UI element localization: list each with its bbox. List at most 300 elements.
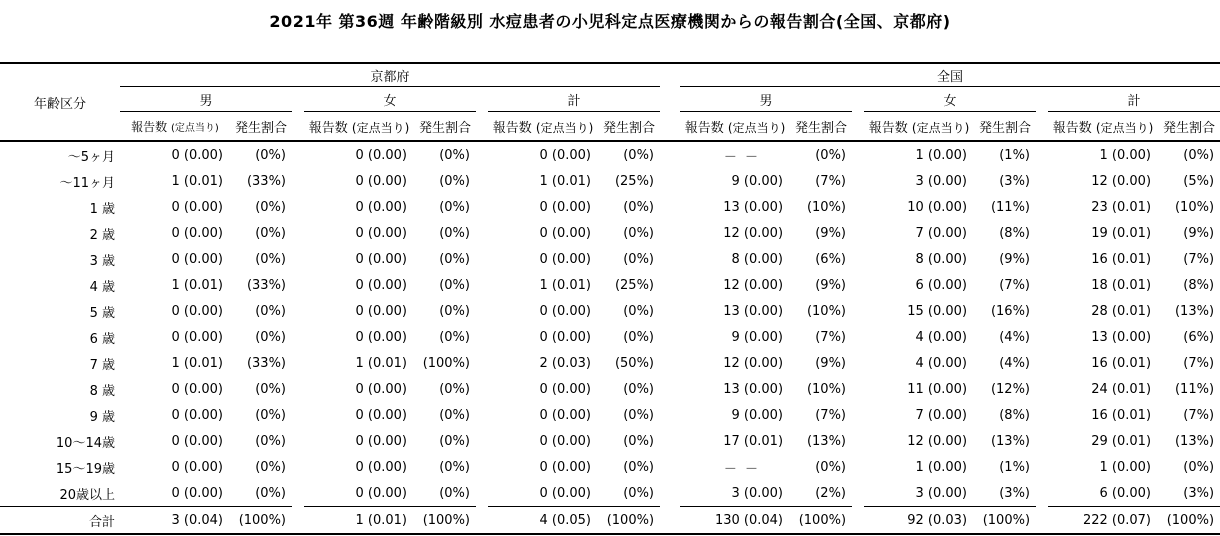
rate-value: (0%) bbox=[623, 381, 655, 397]
column-gap bbox=[852, 220, 864, 246]
column-gap bbox=[852, 376, 864, 402]
rate-value: (1%) bbox=[999, 459, 1031, 475]
rate-value: (0%) bbox=[439, 381, 470, 397]
column-gap bbox=[476, 168, 488, 194]
report-value: 2 (0.03) bbox=[539, 355, 591, 371]
table-row bbox=[0, 402, 1220, 428]
report-value: 0 (0.00) bbox=[355, 485, 407, 501]
report-value: 12 (0.00) bbox=[907, 433, 968, 449]
column-gap bbox=[292, 454, 304, 480]
column-gap bbox=[292, 324, 304, 350]
rate-value: (25%) bbox=[614, 277, 655, 293]
sub-header-rate: 発生割合 bbox=[1158, 112, 1220, 142]
rate-value: (100%) bbox=[422, 355, 470, 371]
report-value: 0 (0.00) bbox=[539, 433, 591, 449]
sub-header-rate: 発生割合 bbox=[974, 112, 1036, 142]
report-value: 4 (0.00) bbox=[915, 355, 968, 371]
column-gap bbox=[1036, 87, 1048, 112]
report-value: 9 (0.00) bbox=[731, 173, 784, 189]
rate-value: (100%) bbox=[598, 507, 660, 535]
column-gap bbox=[292, 402, 304, 428]
report-value: 0 (0.00) bbox=[355, 329, 407, 345]
rate-value: (0%) bbox=[623, 433, 655, 449]
rate-value: (0%) bbox=[623, 251, 655, 267]
table-row bbox=[0, 246, 1220, 272]
age-label: 2 歳 bbox=[89, 227, 115, 243]
rate-value: (0%) bbox=[439, 433, 470, 449]
sub-header-rate: 発生割合 bbox=[414, 112, 476, 142]
report-value: 0 (0.00) bbox=[539, 459, 591, 475]
rate-value: (0%) bbox=[255, 485, 286, 501]
column-gap bbox=[476, 246, 488, 272]
report-value: 18 (0.01) bbox=[1091, 277, 1152, 293]
column-gap bbox=[1036, 220, 1048, 246]
column-gap bbox=[292, 87, 304, 112]
report-value: 11 (0.00) bbox=[907, 381, 968, 397]
column-gap bbox=[476, 112, 488, 142]
report-value: 92 (0.03) bbox=[864, 507, 974, 535]
table-row bbox=[0, 220, 1220, 246]
report-value: 0 (0.00) bbox=[171, 459, 223, 475]
column-gap bbox=[1036, 246, 1048, 272]
column-gap bbox=[852, 454, 864, 480]
rate-value: (100%) bbox=[790, 507, 852, 535]
age-label: 15～19歳 bbox=[55, 461, 115, 477]
column-gap bbox=[476, 454, 488, 480]
report-value: － － bbox=[723, 461, 761, 477]
report-value: 9 (0.00) bbox=[731, 407, 784, 423]
rate-value: (10%) bbox=[1174, 199, 1215, 215]
column-gap bbox=[660, 376, 680, 402]
age-label: 5 歳 bbox=[89, 305, 115, 321]
report-value: 12 (0.00) bbox=[1091, 173, 1152, 189]
column-gap bbox=[852, 246, 864, 272]
report-value: 0 (0.00) bbox=[171, 225, 223, 241]
column-gap bbox=[660, 298, 680, 324]
report-value: 1 (0.01) bbox=[171, 173, 223, 189]
column-gap bbox=[476, 220, 488, 246]
page-title: 2021年 第36週 年齢階級別 水痘患者の小児科定点医療機関からの報告割合(全国、京都府) bbox=[269, 12, 951, 31]
report-value: 0 (0.00) bbox=[171, 329, 223, 345]
report-value: 1 (0.01) bbox=[171, 355, 223, 371]
sub-header-report: 報告数 (定点当り) bbox=[120, 112, 230, 142]
rate-value: (0%) bbox=[439, 199, 470, 215]
column-gap bbox=[660, 141, 680, 168]
rate-value: (11%) bbox=[1174, 381, 1215, 397]
report-value: 13 (0.00) bbox=[723, 303, 784, 319]
report-value: 0 (0.00) bbox=[355, 459, 407, 475]
report-value: 16 (0.01) bbox=[1091, 407, 1152, 423]
sub-header-report: 報告数 (定点当り) bbox=[488, 112, 598, 142]
rate-value: (0%) bbox=[439, 147, 470, 163]
rate-value: (0%) bbox=[255, 433, 286, 449]
gender-header-national-female: 女 bbox=[864, 87, 1036, 112]
column-gap bbox=[476, 194, 488, 220]
report-value: 1 (0.01) bbox=[355, 355, 407, 371]
rate-value: (8%) bbox=[1183, 277, 1215, 293]
column-gap bbox=[852, 272, 864, 298]
rate-value: (0%) bbox=[439, 225, 470, 241]
rate-value: (0%) bbox=[255, 381, 286, 397]
rate-value: (25%) bbox=[614, 173, 655, 189]
rate-value: (100%) bbox=[974, 507, 1036, 535]
column-gap bbox=[1036, 376, 1048, 402]
gender-header-national-male: 男 bbox=[680, 87, 852, 112]
column-gap bbox=[660, 350, 680, 376]
rate-value: (0%) bbox=[623, 303, 655, 319]
rate-value: (50%) bbox=[614, 355, 655, 371]
age-label: 合計 bbox=[0, 507, 120, 535]
rate-value: (9%) bbox=[1183, 225, 1215, 241]
column-gap bbox=[292, 220, 304, 246]
gender-header-kyoto-female: 女 bbox=[304, 87, 476, 112]
report-value: 0 (0.00) bbox=[355, 433, 407, 449]
rate-value: (5%) bbox=[1183, 173, 1215, 189]
column-gap bbox=[1036, 112, 1048, 142]
rate-value: (4%) bbox=[999, 355, 1031, 371]
rate-value: (0%) bbox=[623, 225, 655, 241]
rate-value: (10%) bbox=[806, 303, 847, 319]
report-value: 0 (0.00) bbox=[539, 329, 591, 345]
sub-header-report: 報告数 (定点当り) bbox=[680, 112, 790, 142]
age-label: ～5ヶ月 bbox=[67, 149, 115, 165]
report-value: 29 (0.01) bbox=[1091, 433, 1152, 449]
report-value: 6 (0.00) bbox=[915, 277, 968, 293]
column-gap bbox=[660, 168, 680, 194]
column-gap bbox=[660, 428, 680, 454]
rate-value: (0%) bbox=[439, 303, 470, 319]
rate-value: (7%) bbox=[1183, 355, 1215, 371]
column-gap bbox=[852, 324, 864, 350]
column-gap bbox=[852, 112, 864, 142]
report-value: 0 (0.00) bbox=[539, 147, 591, 163]
rate-value: (0%) bbox=[439, 407, 470, 423]
age-label: 10～14歳 bbox=[55, 435, 115, 451]
rate-value: (0%) bbox=[255, 459, 286, 475]
rate-value: (0%) bbox=[439, 251, 470, 267]
rate-value: (0%) bbox=[439, 459, 470, 475]
report-value: 0 (0.00) bbox=[171, 381, 223, 397]
rate-value: (0%) bbox=[255, 329, 286, 345]
report-value: 1 (0.00) bbox=[915, 147, 968, 163]
rate-value: (13%) bbox=[1174, 303, 1215, 319]
rate-value: (6%) bbox=[1183, 329, 1215, 345]
rate-value: (9%) bbox=[815, 277, 847, 293]
column-gap bbox=[660, 402, 680, 428]
column-gap bbox=[660, 220, 680, 246]
column-gap bbox=[292, 141, 304, 168]
column-gap bbox=[1036, 402, 1048, 428]
column-gap bbox=[660, 480, 680, 507]
column-gap bbox=[660, 112, 680, 142]
column-gap bbox=[1036, 350, 1048, 376]
sub-header-row bbox=[0, 112, 1220, 142]
column-gap bbox=[476, 428, 488, 454]
column-gap bbox=[292, 350, 304, 376]
report-value: 0 (0.00) bbox=[539, 303, 591, 319]
sub-header-rate: 発生割合 bbox=[790, 112, 852, 142]
column-gap bbox=[292, 480, 304, 507]
age-label: 6 歳 bbox=[89, 331, 115, 347]
rate-value: (100%) bbox=[1158, 507, 1220, 535]
column-gap bbox=[660, 507, 680, 535]
rate-value: (0%) bbox=[255, 303, 286, 319]
report-value: 0 (0.00) bbox=[539, 199, 591, 215]
column-gap bbox=[1036, 480, 1048, 507]
report-value: 7 (0.00) bbox=[915, 407, 968, 423]
report-value: 0 (0.00) bbox=[539, 381, 591, 397]
table-row bbox=[0, 480, 1220, 507]
column-gap bbox=[292, 507, 304, 535]
rate-value: (0%) bbox=[815, 147, 847, 163]
rate-value: (8%) bbox=[999, 407, 1031, 423]
report-value: － － bbox=[723, 149, 761, 165]
rate-value: (0%) bbox=[815, 459, 847, 475]
region-header-kyoto: 京都府 bbox=[120, 63, 660, 87]
column-gap bbox=[1036, 141, 1048, 168]
report-value: 0 (0.00) bbox=[355, 251, 407, 267]
rate-value: (0%) bbox=[623, 199, 655, 215]
column-gap bbox=[476, 480, 488, 507]
column-gap bbox=[660, 272, 680, 298]
report-value: 0 (0.00) bbox=[355, 173, 407, 189]
sub-header-rate: 発生割合 bbox=[230, 112, 292, 142]
column-gap bbox=[660, 194, 680, 220]
table-row bbox=[0, 298, 1220, 324]
report-value: 8 (0.00) bbox=[915, 251, 968, 267]
column-gap bbox=[476, 324, 488, 350]
report-value: 12 (0.00) bbox=[723, 277, 784, 293]
sub-header-report: 報告数 (定点当り) bbox=[1048, 112, 1158, 142]
rate-value: (3%) bbox=[1183, 485, 1215, 501]
column-gap bbox=[852, 428, 864, 454]
rate-value: (13%) bbox=[1174, 433, 1215, 449]
rate-value: (6%) bbox=[815, 251, 847, 267]
table-row bbox=[0, 324, 1220, 350]
report-value: 130 (0.04) bbox=[680, 507, 790, 535]
report-value: 1 (0.00) bbox=[1099, 147, 1152, 163]
report-value: 12 (0.00) bbox=[723, 355, 784, 371]
rate-value: (11%) bbox=[990, 199, 1031, 215]
rate-value: (0%) bbox=[439, 485, 470, 501]
rate-value: (0%) bbox=[255, 147, 286, 163]
column-gap bbox=[852, 480, 864, 507]
column-gap bbox=[292, 246, 304, 272]
report-value: 28 (0.01) bbox=[1091, 303, 1152, 319]
report-value: 3 (0.00) bbox=[915, 485, 968, 501]
column-gap bbox=[1036, 507, 1048, 535]
age-label: 1 歳 bbox=[89, 201, 115, 217]
report-value: 0 (0.00) bbox=[355, 225, 407, 241]
rate-value: (7%) bbox=[1183, 251, 1215, 267]
rate-value: (10%) bbox=[806, 381, 847, 397]
column-gap bbox=[660, 324, 680, 350]
report-value: 13 (0.00) bbox=[723, 199, 784, 215]
gender-header-row bbox=[0, 87, 1220, 112]
column-gap bbox=[476, 272, 488, 298]
sub-header-report: 報告数 (定点当り) bbox=[864, 112, 974, 142]
table-body bbox=[0, 141, 1220, 534]
total-row bbox=[0, 507, 1220, 535]
rate-value: (0%) bbox=[255, 199, 286, 215]
report-table bbox=[0, 62, 1220, 535]
region-header-national: 全国 bbox=[680, 63, 1220, 87]
column-gap bbox=[660, 454, 680, 480]
report-value: 24 (0.01) bbox=[1091, 381, 1152, 397]
rate-value: (7%) bbox=[999, 277, 1031, 293]
age-label: 9 歳 bbox=[89, 409, 115, 425]
report-value: 0 (0.00) bbox=[171, 199, 223, 215]
column-gap bbox=[292, 428, 304, 454]
report-value: 0 (0.00) bbox=[171, 303, 223, 319]
column-gap bbox=[852, 298, 864, 324]
rate-value: (2%) bbox=[815, 485, 847, 501]
column-gap bbox=[476, 376, 488, 402]
report-value: 0 (0.00) bbox=[355, 277, 407, 293]
report-value: 13 (0.00) bbox=[723, 381, 784, 397]
age-label: 8 歳 bbox=[89, 383, 115, 399]
rate-value: (0%) bbox=[623, 147, 655, 163]
column-gap bbox=[476, 402, 488, 428]
rate-value: (7%) bbox=[815, 329, 847, 345]
report-value: 4 (0.00) bbox=[915, 329, 968, 345]
table-row bbox=[0, 272, 1220, 298]
rate-value: (0%) bbox=[439, 173, 470, 189]
age-label: 3 歳 bbox=[89, 253, 115, 269]
report-value: 1 (0.01) bbox=[539, 277, 591, 293]
column-gap bbox=[852, 402, 864, 428]
rate-value: (9%) bbox=[999, 251, 1031, 267]
rate-value: (9%) bbox=[815, 355, 847, 371]
report-value: 1 (0.00) bbox=[915, 459, 968, 475]
report-value: 0 (0.00) bbox=[171, 251, 223, 267]
rate-value: (0%) bbox=[255, 251, 286, 267]
rate-value: (100%) bbox=[414, 507, 476, 535]
rate-value: (4%) bbox=[999, 329, 1031, 345]
rate-value: (7%) bbox=[815, 407, 847, 423]
table-row bbox=[0, 454, 1220, 480]
report-value: 13 (0.00) bbox=[1091, 329, 1152, 345]
column-gap bbox=[292, 272, 304, 298]
table-row bbox=[0, 428, 1220, 454]
column-gap bbox=[1036, 272, 1048, 298]
report-value: 12 (0.00) bbox=[723, 225, 784, 241]
report-value: 3 (0.04) bbox=[120, 507, 230, 535]
report-value: 0 (0.00) bbox=[539, 485, 591, 501]
column-gap bbox=[660, 87, 680, 112]
report-value: 0 (0.00) bbox=[171, 433, 223, 449]
age-label: 7 歳 bbox=[89, 357, 115, 373]
column-gap bbox=[660, 246, 680, 272]
report-value: 0 (0.00) bbox=[355, 199, 407, 215]
age-label: 20歳以上 bbox=[59, 487, 115, 503]
column-gap bbox=[292, 168, 304, 194]
report-value: 0 (0.00) bbox=[355, 303, 407, 319]
report-value: 0 (0.00) bbox=[355, 381, 407, 397]
gender-header-kyoto-male: 男 bbox=[120, 87, 292, 112]
rate-value: (0%) bbox=[623, 485, 655, 501]
rate-value: (0%) bbox=[1183, 147, 1215, 163]
rate-value: (33%) bbox=[246, 173, 286, 189]
rate-value: (0%) bbox=[439, 329, 470, 345]
report-value: 9 (0.00) bbox=[731, 329, 784, 345]
report-value: 17 (0.01) bbox=[723, 433, 784, 449]
column-gap bbox=[292, 298, 304, 324]
column-gap bbox=[852, 350, 864, 376]
age-label: ～11ヶ月 bbox=[59, 175, 115, 191]
rate-value: (7%) bbox=[1183, 407, 1215, 423]
column-gap bbox=[1036, 194, 1048, 220]
rate-value: (13%) bbox=[806, 433, 847, 449]
column-gap bbox=[476, 507, 488, 535]
report-value: 0 (0.00) bbox=[171, 147, 223, 163]
column-gap bbox=[852, 194, 864, 220]
column-gap bbox=[852, 507, 864, 535]
region-header-row bbox=[0, 63, 1220, 87]
column-gap bbox=[1036, 428, 1048, 454]
report-value: 16 (0.01) bbox=[1091, 355, 1152, 371]
table-row bbox=[0, 376, 1220, 402]
report-value: 4 (0.05) bbox=[488, 507, 598, 535]
rate-value: (33%) bbox=[246, 355, 286, 371]
column-gap bbox=[852, 87, 864, 112]
column-gap bbox=[292, 112, 304, 142]
column-gap bbox=[1036, 324, 1048, 350]
sub-header-report: 報告数 (定点当り) bbox=[304, 112, 414, 142]
report-value: 8 (0.00) bbox=[731, 251, 784, 267]
report-value: 0 (0.00) bbox=[171, 485, 223, 501]
rate-value: (0%) bbox=[623, 459, 655, 475]
report-value: 0 (0.00) bbox=[171, 407, 223, 423]
age-label: 4 歳 bbox=[89, 279, 115, 295]
rate-value: (16%) bbox=[990, 303, 1031, 319]
rate-value: (0%) bbox=[255, 407, 286, 423]
report-value: 19 (0.01) bbox=[1091, 225, 1152, 241]
column-gap bbox=[1036, 298, 1048, 324]
report-value: 1 (0.01) bbox=[304, 507, 414, 535]
column-gap bbox=[852, 141, 864, 168]
report-value: 15 (0.00) bbox=[907, 303, 968, 319]
column-gap bbox=[660, 63, 680, 87]
rate-value: (3%) bbox=[999, 485, 1031, 501]
rate-value: (0%) bbox=[623, 407, 655, 423]
table-row bbox=[0, 350, 1220, 376]
rate-value: (0%) bbox=[623, 329, 655, 345]
rate-value: (0%) bbox=[255, 225, 286, 241]
rate-value: (1%) bbox=[999, 147, 1031, 163]
report-value: 3 (0.00) bbox=[915, 173, 968, 189]
report-value: 6 (0.00) bbox=[1099, 485, 1152, 501]
rate-value: (8%) bbox=[999, 225, 1031, 241]
report-value: 3 (0.00) bbox=[731, 485, 784, 501]
rate-value: (12%) bbox=[990, 381, 1031, 397]
rate-value: (10%) bbox=[806, 199, 847, 215]
rate-value: (13%) bbox=[990, 433, 1031, 449]
report-value: 1 (0.01) bbox=[171, 277, 223, 293]
column-gap bbox=[476, 141, 488, 168]
table-row bbox=[0, 168, 1220, 194]
report-value: 0 (0.00) bbox=[539, 251, 591, 267]
report-value: 0 (0.00) bbox=[539, 407, 591, 423]
report-value: 1 (0.00) bbox=[1099, 459, 1152, 475]
column-gap bbox=[476, 298, 488, 324]
rate-value: (0%) bbox=[439, 277, 470, 293]
report-value: 7 (0.00) bbox=[915, 225, 968, 241]
rate-value: (3%) bbox=[999, 173, 1031, 189]
rate-value: (33%) bbox=[246, 277, 286, 293]
table-row bbox=[0, 141, 1220, 168]
report-value: 10 (0.00) bbox=[907, 199, 968, 215]
